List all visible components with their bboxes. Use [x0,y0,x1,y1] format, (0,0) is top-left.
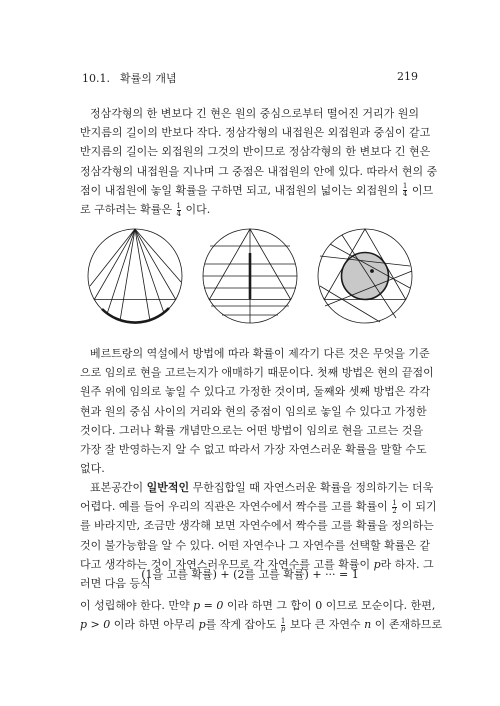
bertrand-paradox-figure [80,226,420,326]
text-line [80,181,434,200]
text-span: 어렵다. 예를 들어 우리의 직관은 자연수에서 짝수를 고를 확률이 [80,500,388,514]
fraction-denominator: p [280,624,286,633]
text-line [80,200,420,219]
text-line: 없다. [80,462,105,476]
fraction [177,203,181,218]
text-line: 정삼각형의 내접원을 지나며 그 중점은 내접원의 안에 있다. 따라서 현의 중 [80,164,438,178]
math-variable: p [198,618,206,632]
favorable-arc [102,308,169,323]
text-line: 반지름의 길이는 외접원의 그것의 반이므로 정삼각형의 한 변보다 긴 현은 [80,145,431,159]
chord [120,229,135,321]
text-line: 가장 잘 반영하는지 알 수 없고 따라서 가장 자연스러운 확률을 말할 수도 [80,443,427,457]
text-line [80,596,436,615]
section-number: 10.1. [82,72,110,85]
text-span: 무한집합일 때 자연스러운 확률을 정의하기는 더욱 [189,481,434,494]
text-span: 이므 [411,183,434,197]
fraction-denominator: 2 [392,506,397,515]
circle-diagram-2 [203,229,297,323]
text-span: 이다. [185,203,211,217]
circle-diagram-1 [88,229,182,323]
text-span: 이 성립해야 한다. 만약 [80,599,190,612]
section-title: 확률의 개념 [120,72,177,85]
fraction-denominator: 4 [402,190,408,199]
text-line [80,615,443,634]
text-line: 으로 임의로 현을 고르는지가 애매하기 때문이다. 첫째 방법은 현의 끝점이 [80,366,434,380]
math-variable: n [364,618,372,632]
text-line: 베르트랑의 역설에서 방법에 따라 확률이 제각기 다른 것은 무엇을 기준 [90,347,430,360]
chord [135,229,181,282]
text-line: 현과 원의 중심 사이의 거리와 현의 중점이 임의로 놓일 수 있다고 가정한 [80,404,427,418]
display-equation: (1을 고를 확률) + (2를 고를 확률) + ··· = 1 [141,568,359,581]
paragraph-4 [80,596,443,634]
text-span: 라 하자. 그 [380,557,434,571]
emphasis-text: 일반적인 [146,481,190,494]
text-span: 이 존재하므로 [374,618,443,632]
chord [90,229,135,286]
running-header-left [82,70,177,86]
text-line: 반지름의 길이의 반보다 작다. 정삼각형의 내접원은 외접원과 중심이 같고 [80,126,431,140]
inscribed-triangle-1 [94,229,175,300]
chord [135,229,150,321]
text-line: 러면 다음 등식 [80,577,151,591]
text-line [80,497,437,516]
fraction-numerator: 1 [402,182,408,191]
text-span: 이라 하면 그 합이 0 이므로 모순이다. 한편, [226,599,436,612]
text-span: 를 작게 잡아도 [205,618,277,632]
text-span: 보다 큰 자연수 [289,618,361,632]
page-number: 219 [397,70,418,83]
text-line: 것이다. 그러나 확률 개념만으로는 어떤 방법이 임의로 현을 고르는 것을 [80,423,424,437]
fraction-numerator: 1 [176,201,181,210]
text-line [80,478,434,497]
midpoint-dot [371,270,374,273]
paragraph-1 [80,104,438,219]
text-span: 이라 하면 아무리 [113,618,196,632]
text-span: 점이 내접원에 놓일 확률을 구하면 되고, 내접원의 넓이는 외접원의 [80,183,399,197]
fraction-numerator: 1 [280,616,286,625]
fraction [392,500,396,515]
paragraph-2 [80,344,434,478]
fraction-numerator: 1 [392,498,397,507]
math-expression: p = 0 [193,599,224,612]
text-span: 다고 생각하는 것이 자연스러우므로 각 자연수를 고를 확률이 [80,557,371,571]
text-line: 것이 불가능함을 알 수 있다. 어떤 자연수나 그 자연수를 선택할 확률은 같 [80,538,431,552]
text-span: 로 구하려는 확률은 [80,203,173,217]
fraction [403,183,407,198]
text-line: 를 바라지만, 조금만 생각해 보면 자연수에서 짝수를 고를 확률을 정의하는 [80,519,434,533]
text-span: 표본공간이 [90,481,147,494]
circle-diagram-3 [318,229,412,323]
fraction-denominator: 4 [176,209,181,218]
math-variable: p [373,557,381,571]
chord [107,229,135,314]
text-line: 원주 위에 임의로 놓일 수 있다고 가정한 것이며, 둘째와 셋째 방법은 각각 [80,385,431,399]
fraction [281,618,285,633]
text-span: 이 되기 [401,500,437,514]
text-line: 정삼각형의 한 변보다 긴 현은 원의 중심으로부터 떨어진 거리가 원의 [90,107,419,120]
math-expression: p > 0 [80,618,111,632]
